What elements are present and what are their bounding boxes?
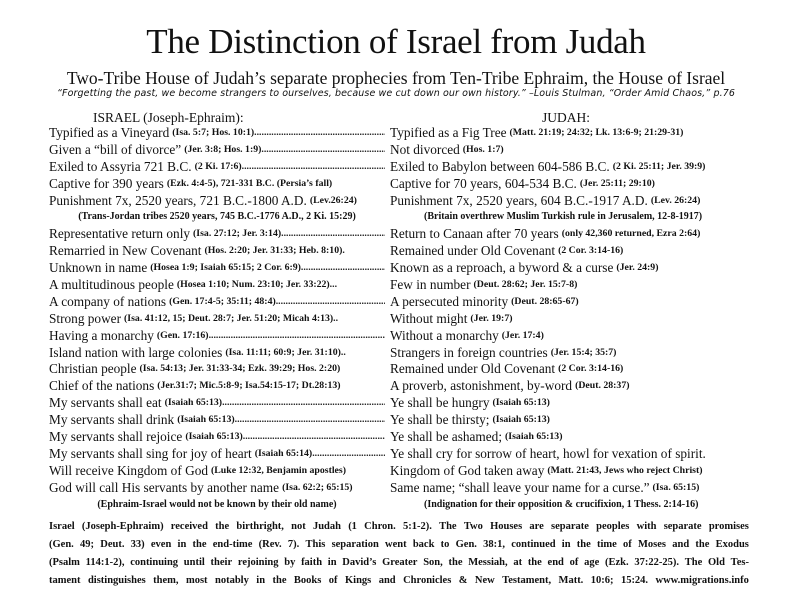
footer-word: (Joseph-Ephraim) (81, 521, 164, 532)
list-item (390, 159, 770, 176)
footer-word: received (170, 521, 208, 532)
footer-word: age (584, 557, 600, 568)
item-reference: (Isaiah 65:13) (492, 397, 550, 409)
footer-word: Messiah, (468, 557, 508, 568)
footer-word: tament (49, 575, 81, 586)
footer-word: back (412, 539, 435, 550)
item-reference: (Deut. 28:65-67) (511, 295, 579, 307)
dot-leader (281, 226, 385, 243)
list-item (49, 176, 385, 193)
footer-word: birthright, (236, 521, 284, 532)
item-text: Ye shall be thirsty; (390, 412, 490, 428)
item-reference: (Jer. 3:8; Hos. 1:9) (184, 143, 262, 155)
footer-word: even (150, 539, 172, 550)
item-reference: (Hos. 2:20; Jer. 31:33; Heb. 8:10). (204, 245, 345, 257)
list-item (49, 277, 385, 294)
item-reference: (Deut. 28:37) (575, 380, 630, 392)
footer-word: peoples (596, 521, 630, 532)
quote: “Forgetting the past, we become strangers to ourselves, because we cut down our own history.” –Louis Stulman, “Order Amid Chaos,” p.76 (57, 88, 735, 99)
footer-word: until (183, 557, 205, 568)
judah-column-header: JUDAH: (542, 110, 591, 125)
dot-leader (261, 142, 385, 159)
footer-word: to (440, 539, 450, 550)
item-text: God will call His servants by another name (49, 479, 280, 495)
footer-line (49, 572, 749, 590)
footer-word: the (695, 539, 710, 550)
footer-word: end-time (212, 539, 253, 550)
footer-word: Kings (344, 575, 372, 586)
list-item (390, 395, 770, 412)
footer-word: at (513, 557, 523, 568)
item-reference: (Isaiah 65:14) (254, 447, 313, 459)
list-item (390, 328, 770, 345)
item-reference: (Isaiah 65:13) (492, 414, 550, 426)
footer-word: Two (463, 521, 483, 532)
list-item (390, 294, 770, 311)
footer-word: Son, (423, 557, 443, 568)
footer-word: 49; (80, 539, 95, 550)
footer-word: Gen. (455, 539, 477, 550)
footer-word: the (192, 539, 207, 550)
footer-word: distinguishes (87, 575, 146, 586)
list-item (49, 294, 385, 311)
footer-word: are (529, 521, 544, 532)
list-item (49, 446, 385, 463)
footer-word: (1 (348, 521, 357, 532)
footer-word: of (569, 557, 579, 568)
footer-word: time (597, 539, 617, 550)
item-reference: (Jer. 25:11; 29:10) (579, 177, 655, 189)
footer-word: not (291, 521, 306, 532)
footer-word: Greater (382, 557, 418, 568)
item-reference: (Jer. 19:7) (470, 312, 513, 324)
footer-word: 5:1-2). (402, 521, 432, 532)
footer-word: Israel (49, 521, 75, 532)
item-reference: (only 42,360 returned, Ezra 2:64) (561, 228, 701, 240)
list-item (49, 260, 385, 277)
footer-word: the (215, 521, 230, 532)
list-item (390, 345, 770, 362)
item-reference: (2 Cor. 3:14-16) (558, 245, 624, 257)
item-text: Exiled to Babylon between 604-586 B.C. (390, 158, 610, 174)
item-reference: (Hosea 1:10; Num. 23:10; Jer. 33:22)... (176, 279, 338, 291)
item-reference: (Isa. 5:7; Hos. 10:1) (172, 127, 255, 138)
item-text: Not divorced (390, 141, 460, 157)
item-reference: (Isa. 41:12, 15; Deut. 28:7; Jer. 51:20; Micah 4:13).. (124, 312, 339, 324)
dot-leader (235, 412, 385, 429)
list-item (49, 125, 385, 142)
footer-word: 37:22-25). (634, 557, 679, 568)
item-text: Punishment 7x, 2520 years, 604 B.C.-1917 A.D. (390, 192, 648, 208)
item-reference: (Isa. 27:12; Jer. 3:14) (193, 228, 282, 240)
list-item (49, 463, 385, 480)
item-reference: (Hosea 1:9; Isaiah 65:15; 2 Cor. 6:9) (150, 262, 301, 274)
dot-leader (243, 429, 385, 446)
item-text: A company of nations (49, 293, 167, 309)
list-item (390, 277, 770, 294)
list-item (390, 243, 770, 260)
list-item (49, 480, 385, 497)
footer-word: Chron. (364, 521, 396, 532)
item-text: Known as a reproach, a byword & a curse (390, 260, 614, 276)
list-item (390, 446, 770, 463)
judah-column (390, 125, 770, 513)
list-item (49, 142, 385, 159)
footer-line (49, 518, 749, 536)
item-reference: (Isaiah 65:13) (505, 431, 563, 443)
footer-word: Testament, (502, 575, 552, 586)
list-item (49, 378, 385, 395)
note-row: (Britain overthrew Muslim Turkish rule in Jerusalem, 12-8-1917) (424, 211, 703, 223)
footer-word: in (327, 557, 337, 568)
item-text: A proverb, astonishment, by-word (390, 378, 573, 394)
footer-word: The (684, 557, 703, 568)
note-row: (Ephraim-Israel would not be known by their old name) (97, 498, 337, 510)
footer-word: David’s (342, 557, 377, 568)
item-text: My servants shall drink (49, 412, 175, 428)
list-item (49, 226, 385, 243)
item-text: Given a “bill of divorce” (49, 141, 182, 157)
list-item (390, 378, 770, 395)
item-reference: (2 Cor. 3:14-16) (558, 363, 624, 375)
footer-word: Deut. (100, 539, 125, 550)
item-reference: (Isaiah 65:13) (164, 397, 223, 409)
footer-word: Tes- (730, 557, 749, 568)
item-reference: (Matt. 21:19; 24:32; Lk. 13:6-9; 21:29-31) (509, 127, 684, 138)
item-reference: (Lev.26:24) (309, 194, 357, 206)
footer-word: in (256, 575, 266, 586)
footer-word: (Rev. (258, 539, 282, 550)
footer-word: separation (331, 539, 379, 550)
item-reference: (Isa. 11:11; 60:9; Jer. 31:10).. (225, 346, 346, 358)
footer-word: Moses (638, 539, 667, 550)
list-item (49, 193, 385, 210)
footer-word: by (284, 557, 296, 568)
footer-word: went (385, 539, 407, 550)
note-row: (Indignation for their opposition & crucifixion, 1 Thess. 2:14-16) (424, 498, 699, 510)
list-item (390, 142, 770, 159)
footer-word: Old (707, 557, 725, 568)
item-reference: (Hos. 1:7) (462, 143, 504, 155)
item-text: Return to Canaan after 70 years (390, 226, 559, 242)
item-text: Exiled to Assyria 721 B.C. (49, 158, 192, 174)
footer-paragraph (49, 518, 749, 590)
item-text: Typified as a Vineyard (49, 125, 170, 140)
footer-word: of (623, 539, 632, 550)
item-reference: (Deut. 28:62; Jer. 15:7-8) (473, 279, 578, 291)
list-item (49, 243, 385, 260)
item-text: Chief of the nations (49, 378, 155, 394)
item-reference: (Jer. 15:4; 35:7) (550, 346, 617, 358)
footer-word: The (439, 521, 457, 532)
item-text: My servants shall eat (49, 395, 162, 411)
footer-word: the (527, 557, 542, 568)
list-item (390, 193, 770, 210)
dot-leader (312, 446, 385, 463)
list-item (49, 429, 385, 446)
footer-word: and (672, 539, 690, 550)
item-text: Christian people (49, 361, 137, 377)
footer-word: 33) (130, 539, 145, 550)
dot-leader (254, 125, 385, 142)
israel-column-header: ISRAEL (Joseph-Ephraim): (93, 110, 244, 125)
footer-word: continued (511, 539, 556, 550)
footer-word: (Psalm (49, 557, 80, 568)
list-item (390, 226, 770, 243)
dot-leader (276, 294, 385, 311)
item-reference: (Matt. 21:43, Jews who reject Christ) (547, 464, 703, 476)
item-text: A multitudinous people (49, 277, 174, 293)
item-text: Captive for 70 years, 604-534 B.C. (390, 175, 577, 191)
footer-word: of (328, 575, 338, 586)
footer-word: the (272, 575, 287, 586)
page-title: The Distinction of Israel from Judah (146, 22, 646, 61)
item-text: Typified as a Fig Tree (390, 125, 507, 140)
list-item (390, 125, 770, 142)
item-text: Island nation with large colonies (49, 344, 223, 360)
dot-leader (209, 328, 385, 345)
item-text: Strong power (49, 310, 122, 326)
footer-word: 38:1, (483, 539, 506, 550)
item-reference: (Lev. 26:24) (650, 194, 701, 206)
item-text: My servants shall rejoice (49, 429, 183, 445)
item-reference: (Jer. 24:9) (616, 262, 659, 274)
item-text: Captive for 390 years (49, 175, 164, 191)
item-text: Remained under Old Covenant (390, 243, 556, 259)
footer-word: www.migrations.info (655, 575, 749, 586)
item-text: A persecuted minority (390, 293, 509, 309)
list-item (390, 480, 770, 497)
item-reference: (Isa. 54:13; Jer. 31:33-34; Ezk. 39:29; Hos. 2:20) (139, 363, 341, 375)
note-row: (Trans-Jordan tribes 2520 years, 745 B.C.-1776 A.D., 2 Ki. 15:29) (78, 211, 356, 223)
footer-word: Matt. (558, 575, 584, 586)
footer-word: (Ezk. (605, 557, 629, 568)
footer-word: Houses (490, 521, 523, 532)
list-item (49, 311, 385, 328)
item-reference: (Isa. 65:15) (652, 481, 700, 493)
item-text: Having a monarchy (49, 327, 154, 343)
footer-word: 15:24. (620, 575, 649, 586)
footer-word: rejoining (237, 557, 279, 568)
footer-word: the (448, 557, 463, 568)
subtitle: Two-Tribe House of Judah’s separate prophecies from Ten-Tribe Ephraim, the House of Israel (66, 68, 726, 88)
item-reference: (Gen. 17:16) (156, 329, 209, 341)
footer-word: them, (153, 575, 179, 586)
list-item (390, 176, 770, 193)
footer-word: (Gen. (49, 539, 74, 550)
footer-word: 10:6; (590, 575, 614, 586)
list-item (390, 412, 770, 429)
footer-word: and (378, 575, 396, 586)
list-item (390, 429, 770, 446)
footer-word: their (210, 557, 233, 568)
footer-word: Chronicles (403, 575, 452, 586)
footer-word: in (177, 539, 187, 550)
list-item (49, 361, 385, 378)
item-text: Unknown in name (49, 260, 148, 276)
footer-word: faith (301, 557, 323, 568)
item-reference: (Ezk. 4:4-5), 721-331 B.C. (Persia’s fall) (166, 177, 333, 189)
item-text: Punishment 7x, 2520 years, 721 B.C.-1800 A.D. (49, 192, 307, 208)
footer-word: This (305, 539, 326, 550)
dot-leader (222, 395, 385, 412)
item-reference: (Isa. 62:2; 65:15) (282, 481, 353, 493)
footer-word: in (561, 539, 571, 550)
footer-word: Judah (312, 521, 341, 532)
footer-line (49, 536, 749, 554)
footer-word: end (547, 557, 564, 568)
footer-word: notably (215, 575, 249, 586)
list-item (49, 412, 385, 429)
footer-word: & (458, 575, 468, 586)
dot-leader (242, 159, 385, 176)
footer-word: 114:1-2), (85, 557, 125, 568)
item-reference: (Jer. 17:4) (501, 329, 544, 341)
footer-word: with (636, 521, 657, 532)
footer-word: 7). (287, 539, 300, 550)
item-reference: (Luke 12:32, Benjamin apostles) (211, 464, 346, 476)
item-reference: (2 Ki. 25:11; Jer. 39:9) (612, 160, 706, 172)
list-item (49, 395, 385, 412)
footer-line (49, 554, 749, 572)
item-reference: (Gen. 17:4-5; 35:11; 48:4) (169, 295, 276, 307)
item-text: Will receive Kingdom of God (49, 462, 208, 478)
footer-word: continuing (130, 557, 179, 568)
footer-word: New (474, 575, 495, 586)
footer-word: separate (663, 521, 702, 532)
item-reference: (2 Ki. 17:6) (194, 160, 242, 172)
list-item (390, 311, 770, 328)
item-text: Remarried in New Covenant (49, 243, 202, 259)
footer-word: promises (708, 521, 749, 532)
israel-column (49, 125, 385, 513)
item-text: Kingdom of God taken away (390, 462, 545, 478)
item-reference: (Isaiah 65:13) (177, 414, 235, 426)
footer-word: the (576, 539, 591, 550)
footer-word: Books (293, 575, 322, 586)
item-text: My servants shall sing for joy of heart (49, 445, 252, 461)
item-text: Ye shall be hungry (390, 395, 490, 411)
list-item (390, 260, 770, 277)
item-text: Without might (390, 310, 468, 326)
item-text: Ye shall be ashamed; (390, 429, 503, 445)
dot-leader (301, 260, 385, 277)
item-text: Few in number (390, 277, 471, 293)
item-text: Same name; “shall leave your name for a curse.” (390, 479, 650, 495)
item-text: Remained under Old Covenant (390, 361, 556, 377)
list-item (49, 159, 385, 176)
item-reference: (Jer.31:7; Mic.5:8-9; Isa.54:15-17; Dt.28:13) (157, 380, 341, 392)
footer-word: Exodus (715, 539, 749, 550)
item-text: Strangers in foreign countries (390, 344, 548, 360)
list-item (49, 345, 385, 362)
list-item (49, 328, 385, 345)
item-text: Without a monarchy (390, 327, 499, 343)
footer-word: separate (551, 521, 589, 532)
item-text: Representative return only (49, 226, 191, 242)
item-reference: (Isaiah 65:13) (185, 431, 243, 443)
list-item (390, 361, 770, 378)
item-text: Ye shall cry for sorrow of heart, howl for vexation of spirit. (390, 445, 706, 461)
footer-word: most (185, 575, 208, 586)
list-item (390, 463, 770, 480)
